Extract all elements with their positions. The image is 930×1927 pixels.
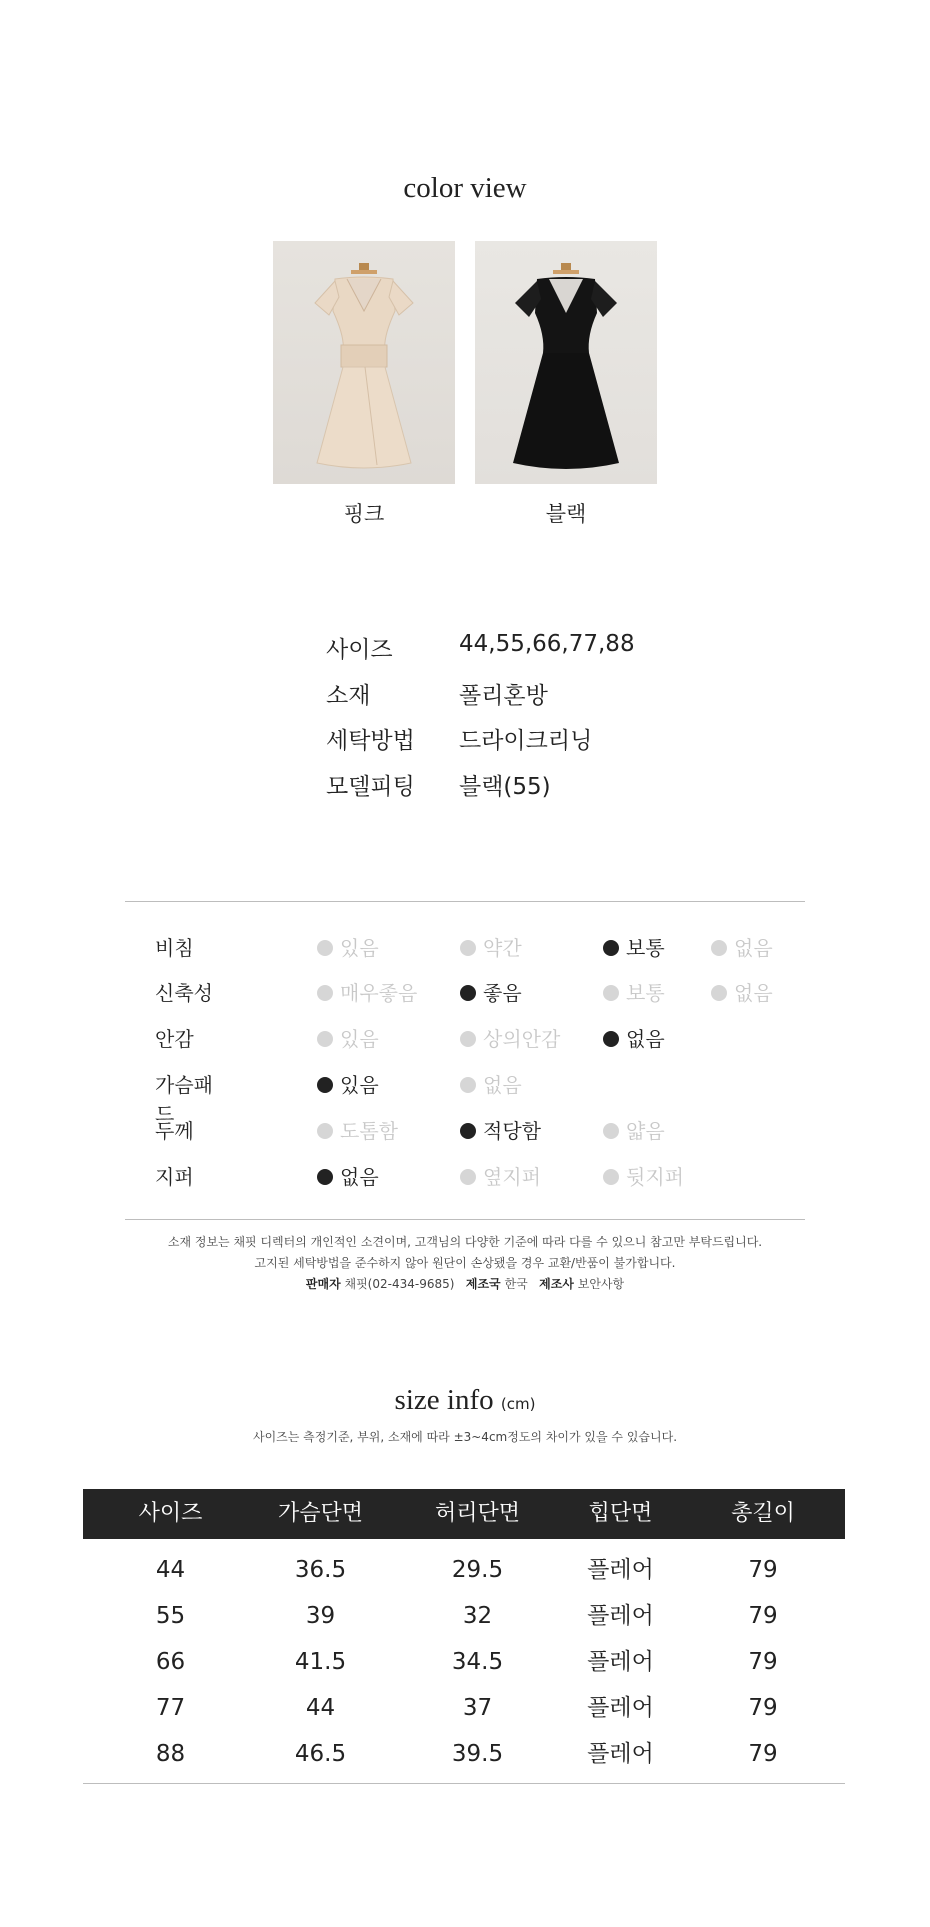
table-cell: 플레어 xyxy=(587,1557,654,1583)
seller-value: 채핏(02-434-9685) xyxy=(344,1277,455,1291)
radio-dot-icon xyxy=(317,1169,333,1185)
attr-option: 옆지퍼 xyxy=(460,1161,541,1190)
table-row xyxy=(83,1593,845,1639)
radio-dot-icon xyxy=(460,1031,476,1047)
table-row xyxy=(83,1639,845,1685)
attr-option: 도톰함 xyxy=(317,1115,398,1144)
radio-dot-icon xyxy=(460,1169,476,1185)
attr-row-thickness xyxy=(155,1115,795,1145)
table-cell: 39 xyxy=(305,1603,336,1629)
attr-label: 두께 xyxy=(155,1119,194,1143)
attr-option-selected: 좋음 xyxy=(460,977,522,1006)
table-cell: 77 xyxy=(155,1695,186,1721)
column-header: 가슴단면 xyxy=(277,1501,363,1526)
table-cell: 플레어 xyxy=(587,1741,654,1767)
attr-option: 매우좋음 xyxy=(317,977,417,1006)
table-row xyxy=(83,1731,845,1777)
table-cell: 37 xyxy=(462,1695,493,1721)
radio-dot-icon xyxy=(603,985,619,1001)
radio-dot-icon xyxy=(460,985,476,1001)
radio-dot-icon xyxy=(711,940,727,956)
attr-option-selected: 있음 xyxy=(317,1069,379,1098)
column-header: 허리단면 xyxy=(434,1501,520,1526)
product-photo-black[interactable] xyxy=(475,241,657,484)
table-cell: 32 xyxy=(462,1603,493,1629)
attr-option: 있음 xyxy=(317,1023,379,1052)
size-table xyxy=(83,1489,845,1784)
radio-dot-icon xyxy=(317,1077,333,1093)
spec-value: 폴리혼방 xyxy=(459,683,548,709)
table-row xyxy=(83,1547,845,1593)
radio-dot-icon xyxy=(711,985,727,1001)
washing-note: 고지된 세탁방법을 준수하지 않아 원단이 손상됐을 경우 교환/반품이 불가합니다. xyxy=(254,1256,676,1270)
radio-dot-icon xyxy=(603,1169,619,1185)
attr-option-selected: 적당함 xyxy=(460,1115,541,1144)
table-row xyxy=(83,1685,845,1731)
color-name-pink: 핑크 xyxy=(343,502,385,526)
table-cell: 79 xyxy=(748,1557,778,1583)
table-cell: 플레어 xyxy=(587,1695,654,1721)
table-cell: 79 xyxy=(748,1695,778,1721)
size-info-title-text: size info xyxy=(394,1384,494,1416)
radio-dot-icon xyxy=(317,985,333,1001)
divider-bottom xyxy=(125,1219,805,1220)
attr-label: 신축성 xyxy=(155,981,213,1005)
attr-option: 있음 xyxy=(317,932,379,961)
maker-label: 제조사 xyxy=(539,1277,574,1291)
product-photo-pink[interactable] xyxy=(273,241,455,484)
attr-label: 비침 xyxy=(155,936,194,960)
dress-illustration-pink xyxy=(273,241,455,484)
radio-dot-icon xyxy=(460,1123,476,1139)
table-cell: 44 xyxy=(155,1557,186,1583)
table-cell: 79 xyxy=(748,1741,778,1767)
table-cell: 79 xyxy=(748,1649,778,1675)
radio-dot-icon xyxy=(317,940,333,956)
column-header: 힙단면 xyxy=(588,1501,653,1526)
table-cell: 29.5 xyxy=(451,1557,504,1583)
radio-dot-icon xyxy=(317,1123,333,1139)
attr-option: 약간 xyxy=(460,932,522,961)
table-cell: 44 xyxy=(305,1695,336,1721)
table-cell: 41.5 xyxy=(294,1649,347,1675)
spec-label: 소재 xyxy=(326,683,371,709)
attr-option: 없음 xyxy=(711,932,773,961)
attr-row-lining xyxy=(155,1023,795,1053)
radio-dot-icon xyxy=(460,940,476,956)
table-bottom-rule xyxy=(83,1783,845,1784)
table-cell: 36.5 xyxy=(294,1557,347,1583)
country-value: 한국 xyxy=(504,1277,528,1291)
radio-dot-icon xyxy=(603,940,619,956)
seller-info xyxy=(0,1275,930,1292)
attr-option-selected: 없음 xyxy=(317,1161,379,1190)
radio-dot-icon xyxy=(460,1077,476,1093)
color-view-title: color view xyxy=(403,172,527,204)
table-cell: 플레어 xyxy=(587,1603,654,1629)
table-cell: 39.5 xyxy=(451,1741,504,1767)
size-info-subtitle: 사이즈는 측정기준, 부위, 소재에 따라 ±3~4cm정도의 차이가 있을 수 있습니다. xyxy=(252,1430,678,1444)
column-header: 총길이 xyxy=(731,1501,795,1526)
color-name-black: 블랙 xyxy=(545,502,587,526)
table-cell: 88 xyxy=(155,1741,186,1767)
spec-label: 세탁방법 xyxy=(326,728,415,754)
attr-row-zipper xyxy=(155,1161,795,1191)
spec-label: 사이즈 xyxy=(326,637,393,663)
table-cell: 55 xyxy=(155,1603,186,1629)
attr-option-selected: 보통 xyxy=(603,932,665,961)
attr-label: 안감 xyxy=(155,1027,194,1051)
attr-row-transparency xyxy=(155,932,795,962)
divider-top xyxy=(125,901,805,902)
spec-value: 블랙(55) xyxy=(459,774,551,800)
attr-label: 가슴패드 xyxy=(155,1073,213,1126)
spec-value: 44,55,66,77,88 xyxy=(459,631,635,657)
attr-option: 뒷지퍼 xyxy=(603,1161,684,1190)
attr-option: 없음 xyxy=(460,1069,522,1098)
table-cell: 플레어 xyxy=(587,1649,654,1675)
attr-option: 상의안감 xyxy=(460,1023,560,1052)
size-info-title xyxy=(0,1384,930,1417)
table-cell: 46.5 xyxy=(294,1741,347,1767)
attr-label: 지퍼 xyxy=(155,1165,194,1189)
table-cell: 79 xyxy=(748,1603,778,1629)
material-note: 소재 정보는 채핏 디렉터의 개인적인 소견이며, 고객님의 다양한 기준에 따라 다를 수 있으니 참고만 부탁드립니다. xyxy=(167,1235,763,1249)
radio-dot-icon xyxy=(603,1123,619,1139)
table-cell: 34.5 xyxy=(451,1649,504,1675)
attr-row-chest-pad xyxy=(155,1069,795,1126)
maker-value: 보안사항 xyxy=(577,1277,625,1291)
spec-value: 드라이크리닝 xyxy=(459,728,593,754)
attr-option: 보통 xyxy=(603,977,665,1006)
size-table-header xyxy=(83,1489,845,1539)
attr-option: 얇음 xyxy=(603,1115,665,1144)
table-cell: 66 xyxy=(155,1649,186,1675)
spec-label: 모델피팅 xyxy=(326,774,415,800)
attr-option-selected: 없음 xyxy=(603,1023,665,1052)
attr-row-stretch xyxy=(155,977,795,1007)
dress-illustration-black xyxy=(475,241,657,484)
country-label: 제조국 xyxy=(465,1277,501,1291)
radio-dot-icon xyxy=(317,1031,333,1047)
column-header: 사이즈 xyxy=(138,1501,203,1526)
attr-option: 없음 xyxy=(711,977,773,1006)
size-info-unit: (cm) xyxy=(500,1395,536,1413)
seller-label: 판매자 xyxy=(305,1277,341,1291)
radio-dot-icon xyxy=(603,1031,619,1047)
